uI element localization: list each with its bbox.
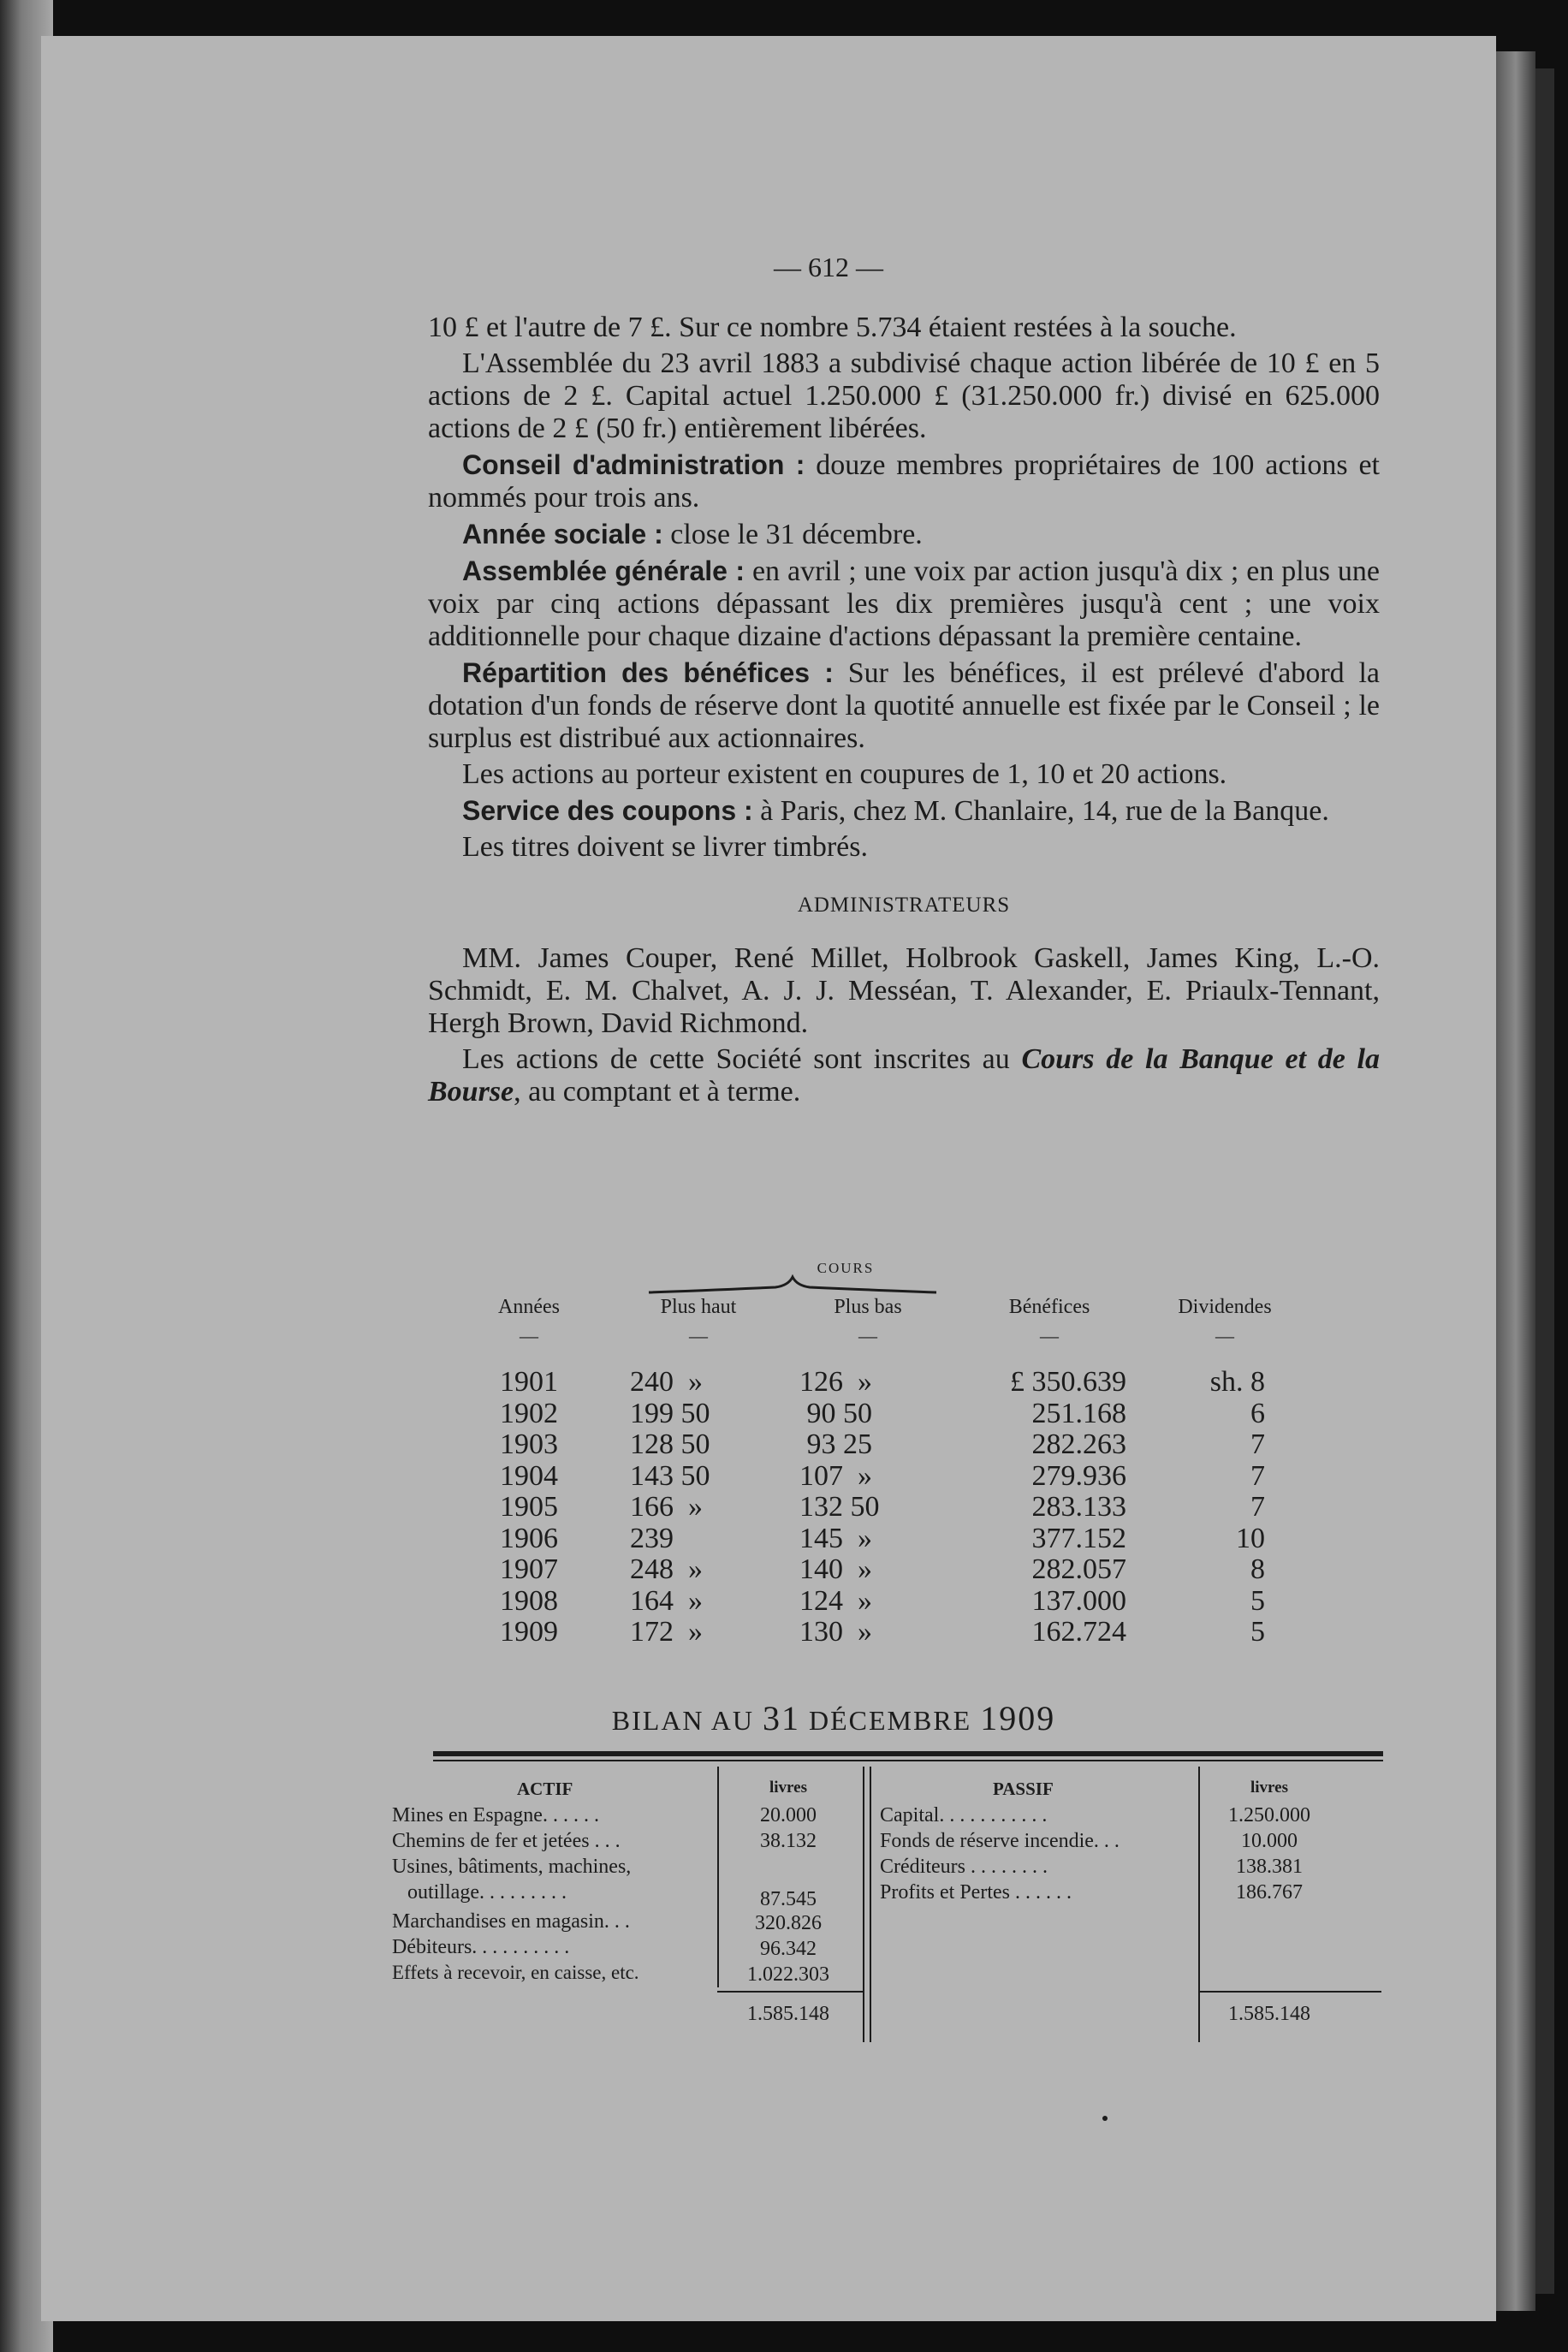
cell-benefices: 279.936: [1031, 1459, 1126, 1492]
passif-label: Profits et Pertes . . . . . .: [880, 1881, 1072, 1904]
passif-value: 186.767: [1236, 1881, 1303, 1904]
bilan-title-d: 1909: [980, 1699, 1056, 1737]
cell-annee: 1901: [500, 1366, 558, 1398]
dash-1: —: [520, 1325, 538, 1346]
cell-plus-haut: 239: [630, 1522, 674, 1554]
table-row: [478, 1616, 1325, 1648]
label-coupons: Service des coupons :: [462, 795, 753, 826]
cell-plus-haut: 164 »: [630, 1584, 703, 1617]
cell-annee: 1904: [500, 1459, 558, 1492]
cell-benefices: 282.263: [1031, 1428, 1126, 1460]
dash-3: —: [858, 1325, 877, 1346]
cell-plus-haut: 143 50: [630, 1459, 710, 1492]
paragraph-annee-sociale: [428, 518, 1380, 551]
cell-plus-haut: 172 »: [630, 1616, 703, 1648]
paragraph-capital: L'Assemblée du 23 avril 1883 a subdivisé chaque action libérée de 10 £ en 5 actions de 2 £. Capital actuel 1.250.000 £ (31.250.000 fr.) divisé en 625.000 actions de 2 £ (50 fr.) entièrement libérées.: [428, 347, 1380, 444]
passif-label: Capital. . . . . . . . . . .: [880, 1804, 1048, 1826]
actif-label: Marchandises en magasin. . .: [392, 1910, 630, 1933]
cell-benefices: 251.168: [1031, 1397, 1126, 1429]
book-page-edge: [1496, 51, 1535, 2311]
text-coupons: à Paris, chez M. Chanlaire, 14, rue de la Banque.: [752, 795, 1329, 827]
bilan-title-a: BILAN AU: [611, 1705, 763, 1736]
paragraph-titres: Les titres doivent se livrer timbrés.: [462, 831, 868, 863]
table-row: [478, 1428, 1325, 1460]
table-row: [478, 1460, 1325, 1492]
page-number: — 612 —: [774, 252, 883, 282]
actif-total-rule: [717, 1991, 863, 1993]
cell-annee: 1909: [500, 1616, 558, 1648]
actif-value: 20.000: [760, 1804, 817, 1826]
bilan-top-rule-thin: [433, 1760, 1383, 1761]
cell-dividendes: 5: [1250, 1616, 1265, 1648]
passif-value: 1.250.000: [1228, 1804, 1310, 1826]
cell-annee: 1908: [500, 1584, 558, 1617]
administrateurs-heading: ADMINISTRATEURS: [797, 894, 1011, 917]
header-plus-bas: Plus bas: [834, 1296, 902, 1318]
body-text: [428, 312, 1380, 1112]
cell-dividendes: 8: [1250, 1553, 1265, 1585]
bilan-vline-passif-values: [1198, 1767, 1200, 2042]
header-benefices: Bénéfices: [1008, 1296, 1090, 1318]
table-row: [478, 1398, 1325, 1429]
cell-plus-bas: 126 »: [799, 1366, 872, 1398]
cell-plus-bas: 130 »: [799, 1616, 872, 1648]
cell-benefices: 377.152: [1031, 1522, 1126, 1554]
cote-italic: Cours de la Banque et de la Bourse: [428, 1043, 1380, 1108]
text-conseil: douze membres propriétaires de 100 actions et nommés pour trois ans.: [428, 449, 1380, 514]
passif-value: 10.000: [1241, 1830, 1298, 1852]
paragraph-coupons: [428, 794, 1380, 828]
passif-total: 1.585.148: [1228, 2003, 1310, 2025]
dash-5: —: [1215, 1325, 1234, 1346]
passif-value: 138.381: [1236, 1856, 1303, 1878]
actif-label: Usines, bâtiments, machines,: [392, 1856, 632, 1878]
cell-plus-bas: 124 »: [799, 1584, 872, 1617]
actif-label: Chemins de fer et jetées . . .: [392, 1830, 621, 1852]
header-annees: Années: [498, 1296, 560, 1318]
cell-annee: 1902: [500, 1397, 558, 1429]
cote-before: Les actions de cette Société sont inscrites au: [462, 1043, 1022, 1075]
cell-plus-haut: 128 50: [630, 1428, 710, 1460]
actif-label: Débiteurs. . . . . . . . . .: [392, 1936, 570, 1958]
cell-dividendes: 10: [1236, 1522, 1265, 1554]
cours-rows: [478, 1366, 1325, 1648]
text-annee: close le 31 décembre.: [662, 519, 923, 550]
table-row: [478, 1491, 1325, 1523]
bilan-top-rule: [433, 1751, 1383, 1756]
cote-after: , au comptant et à terme.: [514, 1076, 801, 1108]
paragraph-conseil: [428, 448, 1380, 514]
cell-plus-haut: 248 »: [630, 1553, 703, 1585]
cell-plus-haut: 240 »: [630, 1366, 703, 1398]
cell-plus-haut: 166 »: [630, 1491, 703, 1523]
passif-label: Fonds de réserve incendie. . .: [880, 1830, 1120, 1852]
actif-value: 1.022.303: [747, 1963, 829, 1986]
cell-annee: 1905: [500, 1491, 558, 1523]
passif-unit: livres: [1250, 1779, 1288, 1797]
actif-value: 38.132: [760, 1830, 817, 1852]
cell-plus-bas: 107 »: [799, 1459, 872, 1492]
bilan-title-b: 31: [762, 1699, 800, 1737]
label-repartition: Répartition des bénéfices :: [462, 657, 834, 688]
header-dividendes: Dividendes: [1178, 1296, 1272, 1318]
header-plus-haut: Plus haut: [660, 1296, 737, 1318]
book-page-edge-dark: [1535, 68, 1554, 2294]
actif-label: outillage. . . . . . . . .: [392, 1881, 567, 1904]
bilan-title-c: DÉCEMBRE: [799, 1705, 981, 1736]
cell-dividendes: 6: [1250, 1397, 1265, 1429]
paragraph-continuation: 10 £ et l'autre de 7 £. Sur ce nombre 5.734 étaient restées à la souche.: [428, 312, 1237, 343]
dash-4: —: [1040, 1325, 1059, 1346]
bilan-vline-passif-start: [870, 1767, 871, 2042]
table-row: [478, 1523, 1325, 1554]
cell-plus-bas: 90 50: [799, 1397, 872, 1429]
cell-annee: 1907: [500, 1553, 558, 1585]
table-row: [478, 1366, 1325, 1398]
actif-value: 320.826: [755, 1912, 822, 1934]
cell-dividendes: sh. 8: [1209, 1366, 1265, 1398]
actif-heading: ACTIF: [517, 1779, 573, 1799]
actif-label: Mines en Espagne. . . . . .: [392, 1804, 599, 1826]
actif-value: 87.545: [760, 1888, 817, 1910]
cell-annee: 1906: [500, 1522, 558, 1554]
cell-benefices: 282.057: [1031, 1553, 1126, 1585]
cell-plus-haut: 199 50: [630, 1397, 710, 1429]
cell-dividendes: 7: [1250, 1459, 1265, 1492]
cell-benefices: 283.133: [1031, 1491, 1126, 1523]
cell-dividendes: 5: [1250, 1584, 1265, 1617]
cell-benefices: £ 350.639: [1010, 1366, 1126, 1398]
text-repartition: Sur les bénéfices, il est prélevé d'abord la dotation d'un fonds de réserve dont la quotité annuelle est fixée par le Conseil ; le surplus est distribué aux actionnaires.: [428, 657, 1380, 754]
actif-label: Effets à recevoir, en caisse, etc.: [392, 1962, 639, 1983]
cell-dividendes: 7: [1250, 1428, 1265, 1460]
passif-total-rule: [1198, 1991, 1381, 1993]
paragraph-repartition: [428, 656, 1380, 755]
label-annee: Année sociale :: [462, 519, 663, 549]
paragraph-cote: [428, 1043, 1380, 1108]
bilan-vline-actif-end: [863, 1767, 864, 2042]
cell-plus-bas: 140 »: [799, 1553, 872, 1585]
table-row: [478, 1553, 1325, 1585]
bilan-title: [41, 1698, 1496, 1738]
paragraph-assemblee: [428, 555, 1380, 653]
cell-plus-bas: 132 50: [799, 1491, 880, 1523]
cours-group-label: COURS: [817, 1260, 875, 1276]
passif-heading: PASSIF: [993, 1779, 1054, 1799]
bilan-vline-actif-values: [717, 1767, 719, 1987]
cell-plus-bas: 93 25: [799, 1428, 872, 1460]
actif-value: 96.342: [760, 1938, 817, 1960]
paragraph-coupures: Les actions au porteur existent en coupures de 1, 10 et 20 actions.: [462, 758, 1227, 790]
label-assemblee: Assemblée générale :: [462, 555, 745, 586]
cell-dividendes: 7: [1250, 1491, 1265, 1523]
cell-benefices: 162.724: [1031, 1616, 1126, 1648]
cell-plus-bas: 145 »: [799, 1522, 872, 1554]
ink-dot: [1102, 2116, 1108, 2121]
cours-brace: [647, 1274, 938, 1294]
administrateurs-list: MM. James Couper, René Millet, Holbrook Gaskell, James King, L.-O. Schmidt, E. M. Chalvet, A. J. J. Messéan, T. Alexander, E. Priaulx-Tennant, Hergh Brown, David Richmond.: [428, 942, 1380, 1039]
table-row: [478, 1585, 1325, 1617]
label-conseil: Conseil d'administration :: [462, 449, 805, 480]
passif-label: Créditeurs . . . . . . . .: [880, 1856, 1048, 1878]
scanned-page: [41, 36, 1496, 2321]
cell-benefices: 137.000: [1031, 1584, 1126, 1617]
dash-2: —: [689, 1325, 708, 1346]
text-assemblee: en avril ; une voix par action jusqu'à dix ; en plus une voix par cinq actions dépassant les dix premières jusqu'à cent ; une voix additionnelle pour chaque dizaine d'actions dépassant la première centaine.: [428, 555, 1381, 652]
actif-total: 1.585.148: [747, 2003, 829, 2025]
actif-unit: livres: [769, 1779, 807, 1797]
cell-annee: 1903: [500, 1428, 558, 1460]
